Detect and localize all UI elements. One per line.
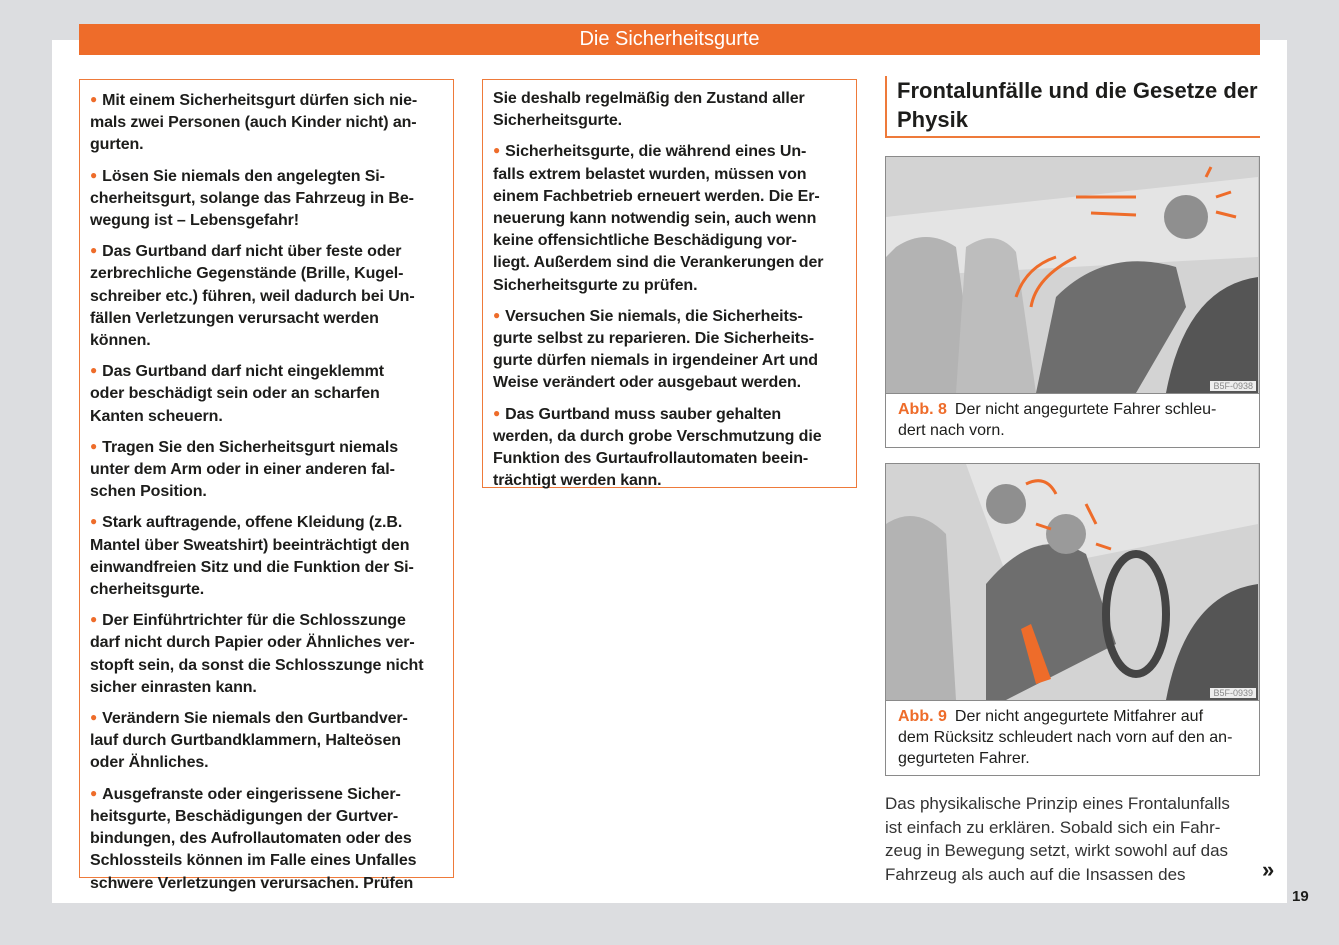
warning-line: [90, 435, 453, 459]
bullet-icon: ●: [493, 143, 501, 158]
body-line: Fahrzeug als auch auf die Insassen des: [885, 864, 1186, 884]
warning-text: Das Gurtband darf nicht über feste oder: [102, 243, 402, 261]
warning-text: sicher einrasten kann.: [90, 678, 257, 696]
warning-text: falls extrem belastet wurden, müssen von: [493, 165, 807, 183]
caption-line: dem Rücksitz schleudert nach vorn auf den an-: [898, 729, 1233, 746]
warning-line: [90, 782, 453, 806]
warning-text: können.: [90, 332, 151, 350]
caption-line: Der nicht angegurtete Mitfahrer auf: [954, 708, 1204, 725]
warning-line: [493, 88, 856, 110]
bullet-icon: ●: [90, 92, 98, 106]
warning-line: [90, 557, 453, 579]
warning-text: Mantel über Sweatshirt) beeinträchtigt den: [90, 536, 410, 554]
warning-text: Sicherheitsgurte.: [493, 112, 623, 130]
warning-line: [493, 402, 856, 426]
warning-text: werden, da durch grobe Verschmutzung die: [493, 427, 822, 445]
warning-line: [90, 706, 453, 730]
warning-text: gurten.: [90, 136, 144, 154]
warning-text: oder beschädigt sein oder an scharfen: [90, 385, 380, 403]
warning-line: [90, 188, 453, 210]
bullet-icon: ●: [90, 612, 98, 627]
warning-text: Lösen Sie niemals den angelegten Si-: [102, 167, 385, 185]
warning-line: [90, 239, 453, 263]
warning-text: unter dem Arm oder in einer anderen fal-: [90, 461, 395, 479]
warning-line: [90, 632, 453, 654]
warning-line: [90, 263, 453, 285]
warning-line: [493, 448, 856, 470]
caption-line: Der nicht angegurtete Fahrer schleu-: [954, 401, 1217, 418]
warning-item: [90, 88, 453, 157]
figure-9-illustration: [886, 464, 1259, 700]
bullet-icon: ●: [90, 710, 98, 725]
warning-line: [493, 110, 856, 132]
warning-line: [493, 208, 856, 230]
warning-text: mals zwei Personen (auch Kinder nicht) an-: [90, 114, 417, 132]
warning-text: lauf durch Gurtbandklammern, Halteösen: [90, 732, 401, 750]
warning-text: darf nicht durch Papier oder Ähnliches ver-: [90, 634, 415, 652]
figure-8-illustration: [886, 157, 1259, 393]
figure-8: [885, 156, 1260, 448]
warning-line: [90, 730, 453, 752]
warning-text: schreiber etc.) führen, weil dadurch bei Un-: [90, 287, 415, 305]
page-number: 19: [1292, 888, 1309, 905]
warning-text: trächtigt werden kann.: [493, 472, 662, 490]
warning-box-middle: [482, 79, 857, 488]
warning-item: [493, 402, 856, 493]
warning-text: Der Einführtrichter für die Schlosszunge: [102, 612, 406, 630]
section-title: [885, 76, 1260, 138]
warning-line: [90, 330, 453, 352]
warning-text: neuerung kann notwendig sein, auch wenn: [493, 210, 817, 228]
warning-text: Sie deshalb regelmäßig den Zustand aller: [493, 90, 805, 107]
warning-text: Funktion des Gurtaufrollautomaten beein-: [493, 450, 809, 468]
warning-line: [90, 134, 453, 156]
bullet-icon: ●: [90, 167, 98, 182]
figure-caption: [886, 700, 1259, 775]
warning-text: Mit einem Sicherheitsgurt dürfen sich nie-: [102, 92, 418, 109]
warning-line: [90, 308, 453, 330]
warning-item: [90, 510, 453, 601]
warning-line: [493, 139, 856, 163]
warning-line: [90, 481, 453, 503]
warning-line: [493, 350, 856, 372]
bullet-icon: ●: [90, 514, 98, 529]
warning-line: [493, 186, 856, 208]
warning-text: Weise verändert oder ausgebaut werden.: [493, 374, 802, 392]
bullet-icon: ●: [90, 243, 98, 258]
figure-9: [885, 463, 1260, 776]
warning-line: [90, 806, 453, 828]
warning-box-left: [79, 79, 454, 892]
caption-line: gegurteten Fahrer.: [898, 750, 1030, 767]
bullet-icon: ●: [90, 438, 98, 453]
warning-text: Das Gurtband muss sauber gehalten: [505, 405, 782, 423]
warning-text: Tragen Sie den Sicherheitsgurt niemals: [102, 438, 399, 456]
warning-line: [493, 372, 856, 394]
warning-text: Verändern Sie niemals den Gurtbandver-: [102, 710, 408, 728]
warning-line: [90, 164, 453, 188]
bullet-icon: ●: [90, 785, 98, 800]
warning-line: [493, 230, 856, 252]
warning-item: [90, 164, 453, 233]
warning-line: [493, 252, 856, 274]
warning-text: Kanten scheuern.: [90, 407, 223, 425]
warning-line: [90, 88, 453, 112]
figure-caption: [886, 393, 1259, 447]
warning-text: Versuchen Sie niemals, die Sicherheits-: [505, 307, 803, 325]
warning-item: [90, 782, 453, 895]
warning-line: [90, 210, 453, 232]
warning-line: [90, 510, 453, 534]
warning-text: wegung ist – Lebensgefahr!: [90, 212, 299, 230]
warning-line: [493, 426, 856, 448]
figure-label: Abb. 8: [898, 401, 947, 418]
warning-line: [90, 112, 453, 134]
continue-marker: »: [1262, 857, 1275, 882]
bullet-icon: ●: [493, 307, 501, 322]
body-line: zeug in Bewegung setzt, wirkt sowohl auf das: [885, 841, 1229, 860]
warning-line: [493, 470, 856, 492]
warning-line: [90, 655, 453, 677]
warning-line: [90, 406, 453, 428]
warning-line: [493, 275, 856, 297]
warning-text: zerbrechliche Gegenstände (Brille, Kugel-: [90, 265, 404, 283]
caption-line: dert nach vorn.: [898, 422, 1005, 439]
warning-text: Stark auftragende, offene Kleidung (z.B.: [102, 514, 403, 532]
warning-text: schen Position.: [90, 483, 207, 501]
warning-text: einwandfreien Sitz und die Funktion der Si-: [90, 558, 414, 576]
warning-line: [90, 383, 453, 405]
warning-line: [90, 535, 453, 557]
warning-item: [90, 608, 453, 699]
section-title-line: Frontalunfälle und die Gesetze der: [897, 78, 1258, 103]
warning-text: Schlossteils können im Falle eines Unfalles: [90, 852, 417, 870]
warning-text: stopft sein, da sonst die Schlosszunge nicht: [90, 656, 424, 674]
body-line: ist einfach zu erklären. Sobald sich ein Fahr-: [885, 817, 1221, 837]
section-title-line: Physik: [897, 107, 968, 132]
warning-item: [90, 706, 453, 775]
warning-item: [90, 359, 453, 428]
warning-item: [90, 239, 453, 352]
warning-line: [493, 304, 856, 328]
warning-text: keine offensichtliche Beschädigung vor-: [493, 232, 797, 250]
warning-text: fällen Verletzungen verursacht werden: [90, 309, 379, 327]
chapter-header: Die Sicherheitsgurte: [79, 24, 1260, 55]
warning-text: cherheitsgurt, solange das Fahrzeug in Be-: [90, 189, 414, 207]
body-line: Das physikalische Prinzip eines Frontalunfalls: [885, 794, 1230, 813]
warning-text: liegt. Außerdem sind die Verankerungen der: [493, 254, 824, 272]
warning-text: Sicherheitsgurte zu prüfen.: [493, 276, 698, 294]
bullet-icon: ●: [90, 363, 98, 378]
warning-text: heitsgurte, Beschädigungen der Gurtver-: [90, 807, 399, 825]
body-text: [885, 792, 1230, 886]
warning-line: [90, 286, 453, 308]
warning-text: Das Gurtband darf nicht eingeklemmt: [102, 363, 385, 381]
warning-text: einem Fachbetrieb erneuert werden. Die Er-: [493, 187, 820, 205]
warning-line: [493, 164, 856, 186]
warning-line: [90, 579, 453, 601]
warning-line: [90, 359, 453, 383]
warning-item: [493, 139, 856, 296]
warning-text: Ausgefranste oder eingerissene Sicher-: [102, 785, 401, 803]
warning-text: bindungen, des Aufrollautomaten oder des: [90, 830, 412, 848]
warning-line: [90, 459, 453, 481]
warning-text: gurte selbst zu reparieren. Die Sicherheits-: [493, 330, 815, 348]
warning-text: oder Ähnliches.: [90, 754, 209, 772]
warning-line: [90, 677, 453, 699]
warning-line: [90, 850, 453, 872]
warning-line: [493, 328, 856, 350]
bullet-icon: ●: [493, 405, 501, 420]
warning-text: cherheitsgurte.: [90, 581, 205, 599]
warning-line: [90, 752, 453, 774]
warning-line: [90, 608, 453, 632]
warning-text: gurte dürfen niemals in irgendeiner Art und: [493, 352, 818, 370]
figure-code: B5F-0939: [1210, 688, 1256, 698]
warning-item: [493, 88, 856, 132]
warning-line: [90, 873, 453, 895]
warning-text: Sicherheitsgurte, die während eines Un-: [505, 143, 807, 161]
warning-line: [90, 828, 453, 850]
figure-label: Abb. 9: [898, 708, 947, 725]
warning-item: [493, 304, 856, 395]
warning-item: [90, 435, 453, 504]
figure-code: B5F-0938: [1210, 381, 1256, 391]
warning-text: schwere Verletzungen verursachen. Prüfen: [90, 874, 414, 892]
